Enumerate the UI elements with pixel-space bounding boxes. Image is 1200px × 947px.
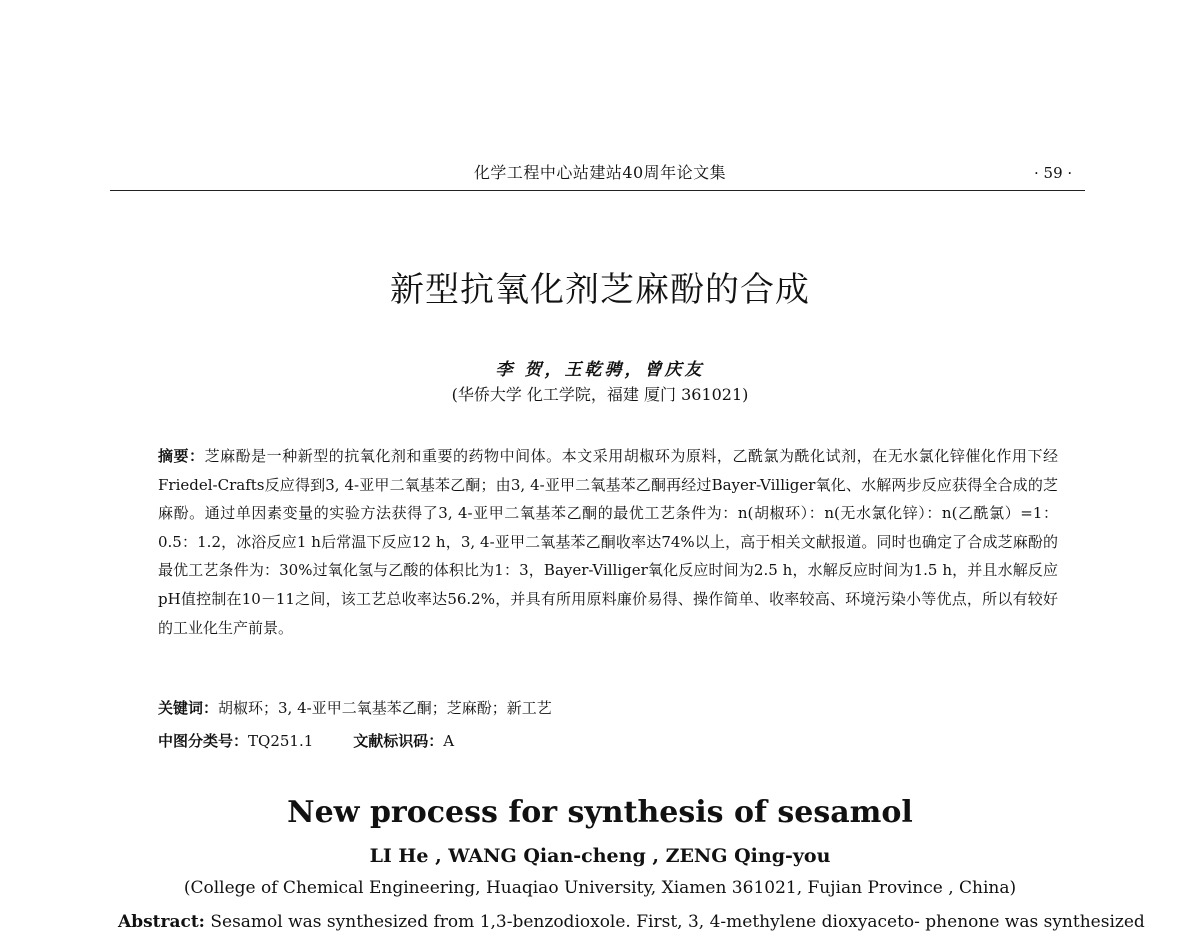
page-number: · 59 · — [1034, 164, 1073, 182]
keywords-cn-label: 关键词： — [158, 699, 219, 717]
classification-line — [158, 730, 454, 751]
clc-label: 中图分类号： — [158, 732, 249, 750]
running-header-title: 化学工程中心站建站40周年论文集 — [473, 163, 727, 182]
authors-cn: 李 贺，王乾骋，曾庆友 — [495, 360, 705, 380]
header-rule — [110, 190, 1085, 191]
clc-value: TQ251.1 — [248, 732, 314, 750]
paper-title-cn: 新型抗氧化剂芝麻酚的合成 — [390, 270, 810, 310]
paper-title-en: New process for synthesis of sesamol — [287, 795, 913, 830]
doc-code-value: A — [443, 732, 455, 750]
abstract-en-text: Sesamol was synthesized from 1,3-benzodioxole. First, 3, 4-methylene dioxyaceto- phenone was synthesized — [210, 912, 1145, 932]
abstract-cn — [158, 442, 1058, 642]
abstract-cn-text: 芝麻酚是一种新型的抗氧化剂和重要的药物中间体。本文采用胡椒环为原料，乙酰氯为酰化试剂，在无水氯化锌催化作用下经Friedel-Crafts反应得到3, 4-亚甲二氧基苯乙酮；由3, 4-亚甲二氧基苯乙酮再经过Bayer-Villiger氧化、水解两步反应获得全合成的芝麻酚。通过单因素变量的实验方法获得了3, 4-亚甲二氧基苯乙酮的最优工艺条件为：n(胡椒环）：n(无水氯化锌）：n(乙酰氯）=1：0.5：1.2，冰浴反应1 h后常温下反应12 h，3, 4-亚甲二氧基苯乙酮收率达74%以上，高于相关文献报道。同时也确定了合成芝麻酚的最优工艺条件为：30%过氧化氢与乙酸的体积比为1：3，Bayer-Villiger氧化反应时间为2.5 h，水解反应时间为1.5 h，并且水解反应pH值控制在10－11之间，该工艺总收率达56.2%，并具有所用原料廉价易得、操作简单、收率较高、环境污染小等优点，所以有较好的工业化生产前景。 — [158, 447, 1058, 637]
keywords-cn — [158, 697, 552, 718]
doc-code-label: 文献标识码： — [353, 732, 444, 750]
affiliation-en: (College of Chemical Engineering, Huaqiao University, Xiamen 361021, Fujian Province , China) — [183, 878, 1017, 898]
abstract-en — [118, 912, 1145, 932]
affiliation-cn: (华侨大学 化工学院，福建 厦门 361021) — [451, 385, 749, 404]
authors-en: LI He , WANG Qian-cheng , ZENG Qing-you — [369, 845, 831, 867]
abstract-en-label: Abstract: — [118, 912, 205, 932]
keywords-cn-text: 胡椒环；3, 4-亚甲二氧基苯乙酮；芝麻酚；新工艺 — [218, 699, 552, 717]
abstract-cn-label: 摘要： — [158, 447, 205, 465]
